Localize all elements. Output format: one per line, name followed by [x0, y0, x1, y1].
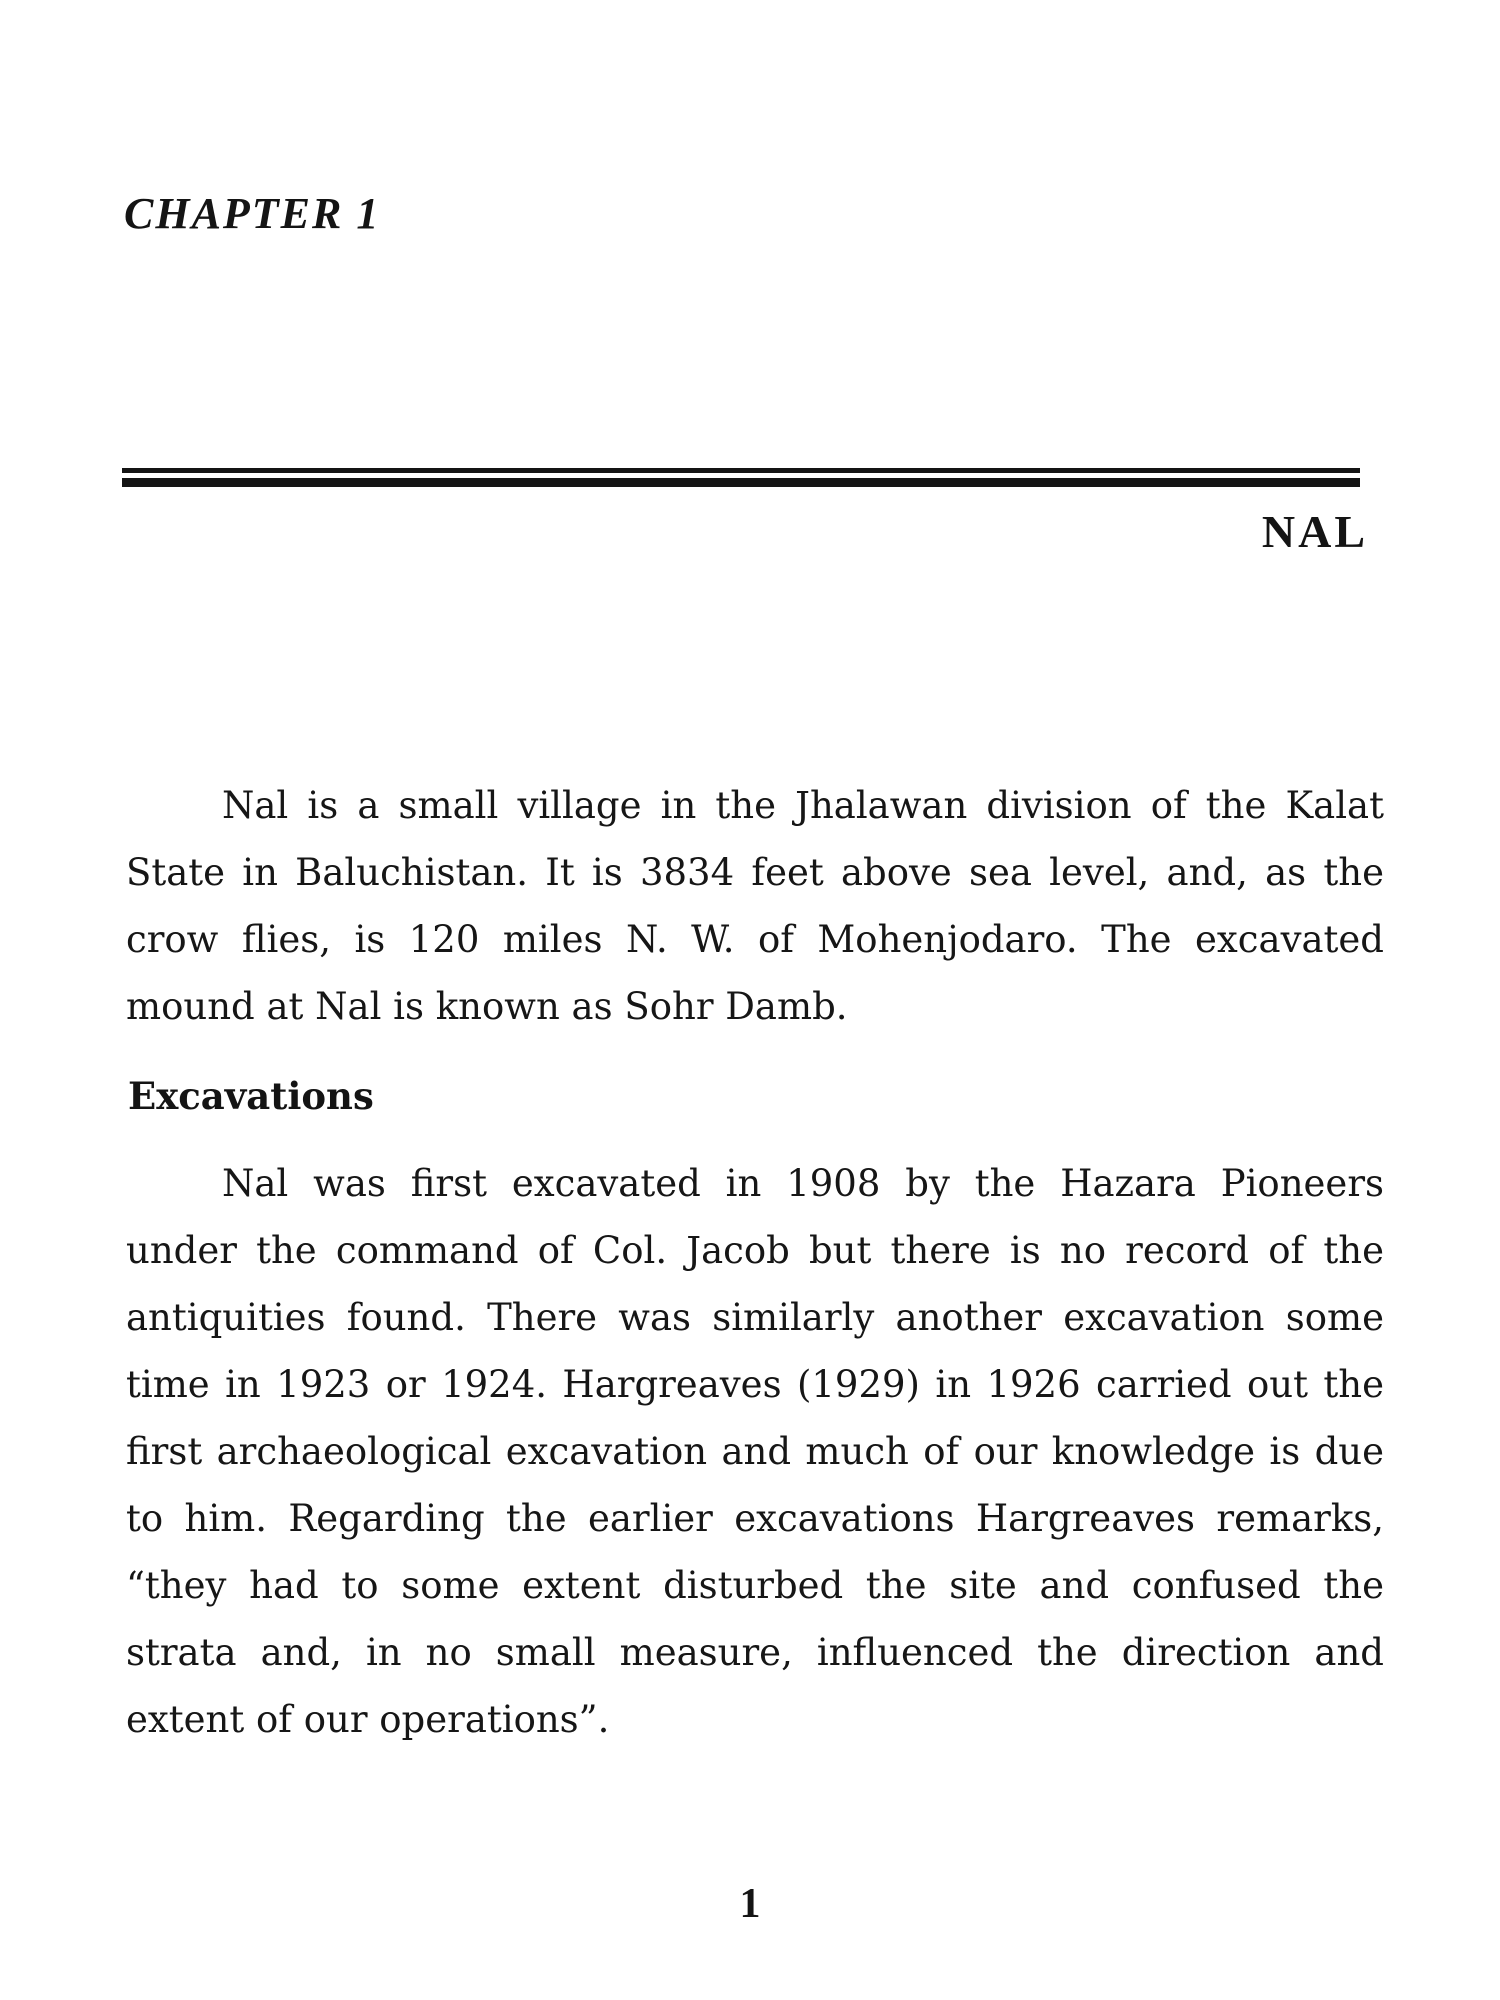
- section-title: NAL: [1261, 506, 1368, 557]
- subheading-excavations: Excavations: [128, 1074, 374, 1118]
- chapter-label: CHAPTER 1: [124, 189, 381, 238]
- excavations-paragraph: Nal was first excavated in 1908 by the Hazara Pioneers under the command of Col. Jacob but there is no record of the antiquities found. There was similarly another excavation some time in 1923 or 1924. Hargreaves (1929) in 1926 carried out the first archaeological excavation and much of our knowledge is due to him. Regarding the earlier excavations Hargreaves remarks, “they had to some extent disturbed the site and confused the strata and, in no small measure, influenced the direction and extent of our operations”.: [126, 1162, 1384, 1741]
- intro-paragraph: Nal is a small village in the Jhalawan division of the Kalat State in Baluchistan. It is 3834 feet above sea level, and, as the crow flies, is 120 miles N. W. of Mohenjodaro. The excavated mound at Nal is known as Sohr Damb.: [126, 784, 1384, 1028]
- intro-paragraph-block: [126, 772, 1384, 1040]
- title-rule-thin: [122, 468, 1360, 473]
- title-rule-thick: [122, 478, 1360, 487]
- page-number: 1: [739, 1881, 761, 1927]
- excavations-paragraph-block: [126, 1150, 1384, 1753]
